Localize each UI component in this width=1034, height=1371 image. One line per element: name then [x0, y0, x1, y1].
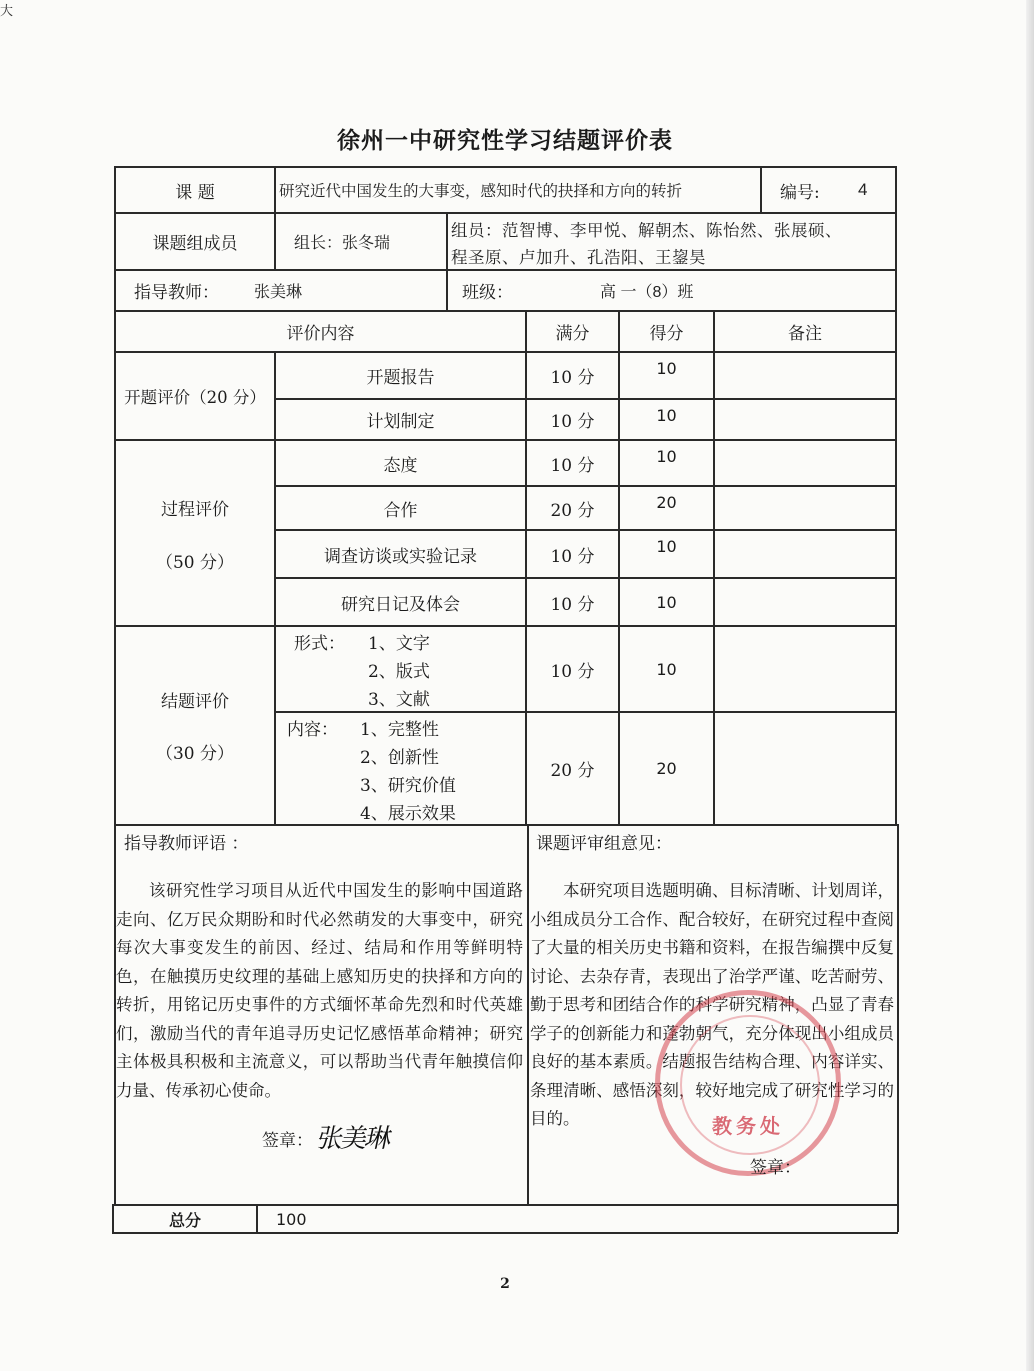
content-item: 1、完整性 — [360, 719, 439, 740]
members-label: 课题组成员 — [152, 234, 238, 254]
seal-text: 教务处 — [712, 1114, 784, 1138]
given-score: 10 — [656, 592, 677, 612]
item-label: 计划制定 — [366, 412, 435, 432]
given-score: 20 — [656, 492, 677, 512]
teacher-value: 张美琳 — [254, 284, 303, 301]
topic-label: 课 题 — [175, 182, 215, 203]
column-header-content: 评价内容 — [286, 324, 355, 344]
teacher-sign-label: 签章： — [262, 1130, 313, 1151]
page-number: 2 — [500, 1276, 510, 1292]
full-score: 10 分 — [550, 412, 595, 432]
total-label: 总分 — [168, 1210, 201, 1230]
section-conclusion-points: （30 分） — [155, 743, 235, 764]
form-item: 1、文字 — [368, 633, 430, 654]
full-score: 10 分 — [550, 546, 595, 567]
teacher-comment-text: 该研究性学习项目从近代中国发生的影响中国道路走向、亿万民众期盼和时代必然萌发的大事变中，研究每次大事变发生的前因、经过、结局和作用等鲜明特色，在触摸历史纹理的基础上感知历史的抉择和方向的转折，用铭记历史事件的方式缅怀革命先烈和时代英雄们，激励当代的青年追寻历史记忆感悟革命精神；研究主体极具积极和主流意义，可以帮助当代青年触摸信仰力量、传承初心使命。 — [116, 881, 523, 1100]
review-comment-label: 课题评审组意见： — [536, 833, 672, 854]
full-score: 10 分 — [550, 455, 595, 476]
group-members-line1: 组员：范智博、李甲悦、解朝杰、陈怡然、张展硕、 — [451, 222, 842, 240]
given-score: 10 — [656, 358, 677, 378]
page-edge-shadow — [1026, 0, 1034, 1371]
form-label: 形式： — [294, 633, 345, 654]
teacher-signature: 张美琳 — [314, 1124, 393, 1154]
teacher-comment-label: 指导教师评语 ： — [124, 833, 249, 854]
topic-value: 研究近代中国发生的大事变，感知时代的抉择和方向的转折 — [279, 183, 683, 200]
form-item: 2、版式 — [368, 661, 430, 682]
official-seal — [655, 990, 841, 1176]
content-item: 3、研究价值 — [360, 775, 456, 796]
section-process-points: （50 分） — [155, 552, 235, 573]
column-header-full: 满分 — [555, 324, 590, 344]
full-score: 10 分 — [550, 661, 595, 682]
given-score: 10 — [656, 659, 677, 679]
section-opening: 开题评价（20 分） — [124, 388, 266, 407]
full-score: 10 分 — [550, 594, 595, 615]
number-label: 编号: — [780, 182, 820, 203]
item-label: 合作 — [383, 500, 418, 521]
total-value: 100 — [276, 1209, 307, 1229]
group-leader: 组长：张冬瑞 — [294, 235, 391, 252]
review-sign-label: 签章： — [750, 1157, 801, 1178]
content-label: 内容： — [287, 719, 338, 740]
given-score: 20 — [656, 759, 677, 778]
item-label: 开题报告 — [366, 368, 435, 388]
column-header-score: 得分 — [649, 324, 684, 344]
class-label: 班级： — [462, 283, 513, 303]
form-item: 3、文献 — [368, 689, 430, 710]
corner-mark: 大 — [0, 4, 14, 19]
column-header-remark: 备注 — [788, 324, 822, 344]
content-item: 2、创新性 — [360, 747, 439, 768]
group-members-line2: 程圣原、卢加升、孔浩阳、王鋆昊 — [451, 249, 706, 267]
given-score: 10 — [656, 405, 677, 425]
review-comment-text: 本研究项目选题明确、目标清晰、计划周详，小组成员分工合作、配合较好，在研究过程中查阅了大量的相关历史书籍和资料，在报告编撰中反复讨论、去杂存青，表现出了治学严谨、吃苦耐劳、勤于思考和团结合作的科学研究精神，凸显了青春学子的创新能力和蓬勃朝气，充分体现出小组成员良好的基本素质。结题报告结构合理、内容详实、条理清晰、感悟深刻，较好地完成了研究性学习的目的。 — [530, 881, 894, 1128]
number-value: 4 — [858, 180, 868, 199]
given-score: 10 — [656, 446, 677, 466]
item-label: 研究日记及体会 — [341, 594, 460, 615]
full-score: 20 分 — [550, 761, 595, 781]
teacher-label: 指导教师： — [134, 283, 219, 303]
section-conclusion-title: 结题评价 — [161, 691, 229, 712]
page-title: 徐州一中研究性学习结题评价表 — [337, 127, 673, 154]
full-score: 10 分 — [550, 368, 595, 388]
content-item: 4、展示效果 — [360, 803, 456, 824]
item-label: 态度 — [383, 455, 418, 476]
class-value: 高 一（8）班 — [600, 284, 694, 301]
given-score: 10 — [656, 536, 677, 556]
section-process-title: 过程评价 — [161, 499, 229, 520]
full-score: 20 分 — [550, 500, 595, 521]
item-label: 调查访谈或实验记录 — [324, 546, 477, 567]
